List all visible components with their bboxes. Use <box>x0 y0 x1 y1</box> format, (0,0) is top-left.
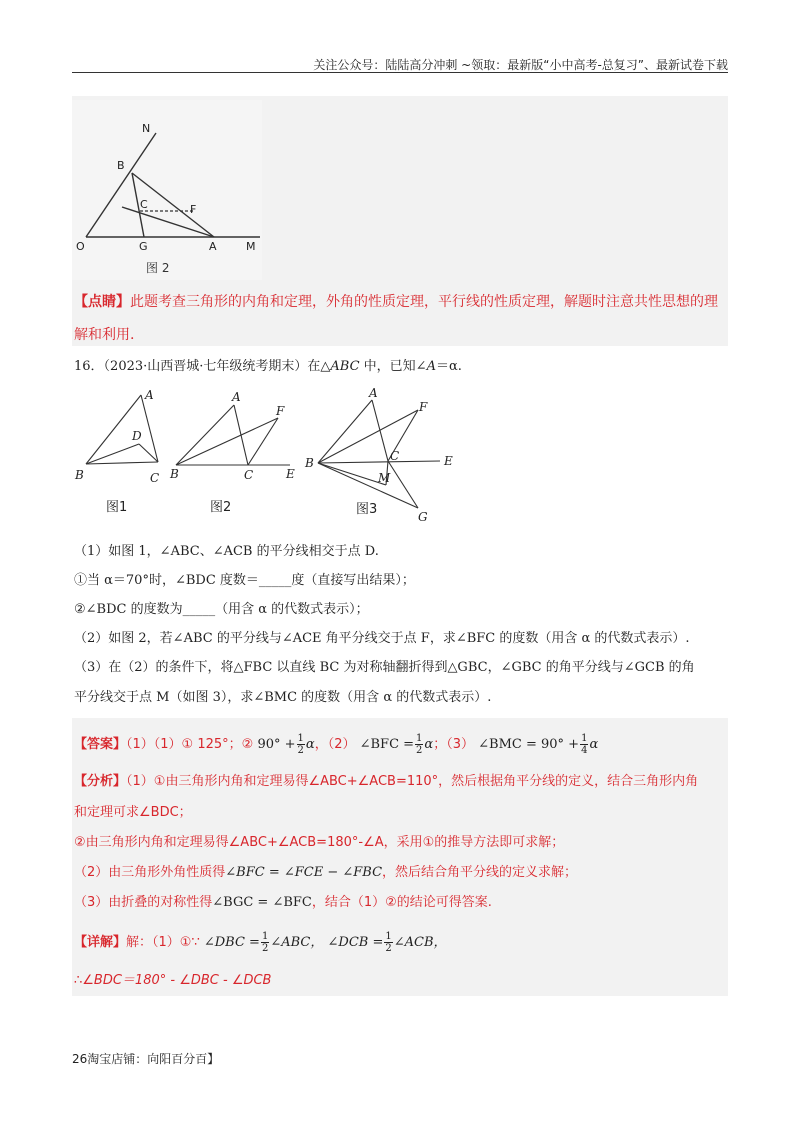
fig3-caption: 图3 <box>356 502 378 517</box>
figure-2-top <box>72 100 262 280</box>
dianjing-tag: 【点睛】 <box>74 294 130 310</box>
analysis-line-3: ②由三角形内角和定理易得∠ABC+∠ACB=180°-∠A，采用①的推导方法即可求解； <box>74 835 565 850</box>
frac-den: 2 <box>416 745 423 756</box>
expr-text: ∠DCB = <box>327 935 384 950</box>
expr-text: ∠DBC = <box>203 935 260 950</box>
answer-expr-2 <box>359 733 434 756</box>
header-rule <box>72 72 728 73</box>
question-3-line-1: （3）在（2）的条件下，将△FBC 以直线 BC 为对称轴翻折得到△GBC，∠GBC 的角平分线与∠GCB 的角 <box>74 660 695 675</box>
fig2-caption: 图2 <box>210 500 232 515</box>
figures-1-2-3 <box>72 385 472 525</box>
expr-text: 90° + <box>257 737 296 752</box>
fig3-label-B: B <box>305 456 314 470</box>
frac-den: 2 <box>385 943 392 954</box>
fig2-label-B: B <box>170 467 179 481</box>
page-footer: 26淘宝店铺：向阳百分百】 <box>72 1052 220 1066</box>
dianjing-line-2: 解和利用. <box>74 327 135 343</box>
fig2-label-C: C <box>244 468 254 482</box>
alpha: α <box>305 737 315 752</box>
question-1-2: ②∠BDC 的度数为_____（用含 α 的代数式表示）； <box>74 602 369 617</box>
analysis-text-4b: ，然后结合角平分线的定义求解； <box>382 865 578 880</box>
alpha: α <box>589 737 599 752</box>
answer-part-3: ；（3） <box>433 737 474 752</box>
dianjing-text: 此题考查三角形的内角和定理，外角的性质定理，平行线的性质定理，解题时注意共性思想的理 <box>130 294 718 310</box>
stem-triangle: ABC <box>330 359 360 374</box>
detail-line-2: ∴∠BDC＝180° - ∠DBC - ∠DCB <box>74 973 272 988</box>
fig3-label-F: F <box>419 400 428 414</box>
label-A: A <box>209 240 217 253</box>
fig1-caption: 图1 <box>106 500 128 515</box>
fraction-half <box>384 931 392 954</box>
question-2: （2）如图 2，若∠ABC 的平分线与∠ACE 角平分线交于点 F，求∠BFC 的度数（用含 α 的代数式表示）. <box>74 631 690 646</box>
answer-line <box>74 733 728 756</box>
stem-part: 在△ <box>307 359 331 374</box>
frac-num: 1 <box>297 733 304 744</box>
fraction-half <box>261 931 269 954</box>
question-1-1: ①当 α＝70°时，∠BDC 度数＝_____度（直接写出结果）； <box>74 573 415 588</box>
question-3-line-2: 平分线交于点 M（如图 3），求∠BMC 的度数（用含 α 的代数式表示）. <box>74 690 492 705</box>
analysis-text-4: （2）由三角形外角性质得 <box>74 865 226 880</box>
frac-num: 1 <box>581 733 588 744</box>
dianjing-line-1 <box>74 293 728 311</box>
figure-caption: 图 2 <box>146 261 170 275</box>
stem-part: 中，已知∠ <box>359 359 427 374</box>
fig2-label-F: F <box>276 404 285 418</box>
detail-expr-1 <box>203 931 324 954</box>
expr-text: ∠ACB， <box>393 935 447 950</box>
expr-text: ∠BMC = 90° + <box>478 737 580 752</box>
analysis-text-1: （1）①由三角形内角和定理易得∠ABC+∠ACB=110°，然后根据角平分线的定义，结合三角形内角 <box>126 774 699 789</box>
fig3-label-M: M <box>378 471 391 485</box>
fig3-label-C: C <box>390 449 400 463</box>
figure-3 <box>318 400 440 508</box>
detail-expr-2 <box>327 931 447 954</box>
fig1-label-D: D <box>132 429 142 443</box>
problem-source: （2023·山西晋城·七年级统考期末） <box>103 359 308 374</box>
stem-angle: A <box>426 359 436 374</box>
answer-tag: 【答案】 <box>74 737 127 752</box>
fraction-quarter <box>580 733 588 756</box>
frac-num: 1 <box>261 931 269 942</box>
fig3-label-E: E <box>444 454 453 468</box>
label-O: O <box>76 240 85 253</box>
stem-part: ＝α. <box>435 359 462 374</box>
detail-line-1 <box>74 931 728 954</box>
analysis-line-4 <box>74 864 728 882</box>
alpha: α <box>424 737 434 752</box>
answer-expr-1 <box>257 733 315 756</box>
analysis-text-5b: ，结合（1）②的结论可得答案. <box>311 895 492 910</box>
fig3-label-G: G <box>418 510 428 524</box>
label-B: B <box>117 159 125 172</box>
frac-num: 1 <box>385 931 392 942</box>
fig1-label-C: C <box>150 471 160 485</box>
label-F: F <box>190 203 197 216</box>
detail-text-1: 解：（1）①∵ <box>126 935 200 950</box>
figure-1 <box>86 395 158 464</box>
solution-block-bottom <box>72 718 728 996</box>
frac-den: 4 <box>581 745 588 756</box>
fig2-label-E: E <box>286 467 295 481</box>
analysis-math-4: ∠BFC = ∠FCE − ∠FBC <box>225 865 383 880</box>
fig1-label-B: B <box>75 468 84 482</box>
frac-den: 2 <box>297 745 304 756</box>
fig3-label-A: A <box>369 386 378 400</box>
frac-den: 2 <box>261 943 269 954</box>
answer-part-1: （1）（1）① 125°；② <box>126 737 254 752</box>
analysis-tag: 【分析】 <box>74 774 127 789</box>
label-N: N <box>142 122 151 135</box>
frac-num: 1 <box>416 733 423 744</box>
answer-part-2: ，（2） <box>314 737 356 752</box>
fraction-half <box>415 733 423 756</box>
fig1-label-A: A <box>145 388 154 402</box>
problem-16-stem <box>74 358 728 376</box>
expr-text: ∠ABC， <box>270 935 324 950</box>
label-C: C <box>140 198 148 211</box>
label-M: M <box>246 240 256 253</box>
answer-expr-3 <box>478 733 599 756</box>
question-1: （1）如图 1，∠ABC、∠ACB 的平分线相交于点 D. <box>74 544 379 559</box>
analysis-math-5: ∠BGC = ∠BFC <box>212 895 312 910</box>
analysis-line-1 <box>74 773 728 791</box>
page-header: 关注公众号：陆陆高分冲刺 ~领取：最新版“小中高考-总复习”、最新试卷下载 <box>313 58 728 72</box>
figure-2-top-svg <box>72 100 262 280</box>
figure-2 <box>176 405 290 465</box>
label-G: G <box>139 240 148 253</box>
analysis-line-5 <box>74 894 728 912</box>
analysis-text-5: （3）由折叠的对称性得 <box>74 895 213 910</box>
analysis-line-2: 和定理可求∠BDC； <box>74 805 192 820</box>
detail-tag: 【详解】 <box>74 935 127 950</box>
problem-number: 16． <box>74 359 104 374</box>
fraction-half <box>297 733 305 756</box>
expr-text: ∠BFC = <box>359 737 415 752</box>
fig2-label-A: A <box>232 390 241 404</box>
